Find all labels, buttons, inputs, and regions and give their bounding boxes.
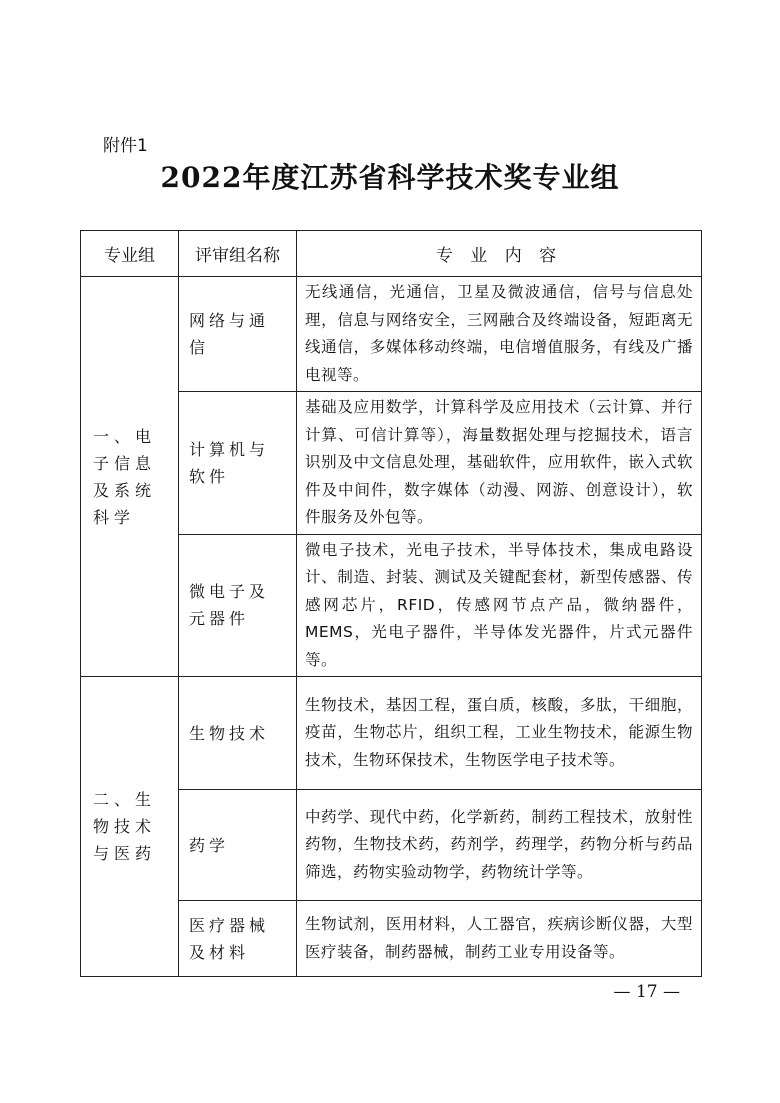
panel-cell: 计算机与软件 <box>179 392 297 535</box>
panel-cell: 微电子及元器件 <box>179 534 297 677</box>
attachment-label: 附件1 <box>103 136 148 156</box>
content-cell: 基础及应用数学，计算科学及应用技术（云计算、并行计算、可信计算等），海量数据处理与挖掘技术，语言识别及中文信息处理，基础软件，应用软件，嵌入式软件及中间件，数字媒体（动漫、网游、创意设计），软件服务及外包等。 <box>297 392 702 535</box>
content-cell: 无线通信，光通信，卫星及微波通信，信号与信息处理，信息与网络安全，三网融合及终端设备，短距离无线通信，多媒体移动终端，电信增值服务，有线及广播电视等。 <box>297 277 702 392</box>
table-row <box>81 677 702 790</box>
group-cell: 一、电子信息及系统科学 <box>81 277 179 677</box>
header-panel: 评审组名称 <box>179 231 297 277</box>
content-cell: 生物试剂，医用材料，人工器官，疾病诊断仪器，大型医疗装备，制药器械，制药工业专用设备等。 <box>297 901 702 977</box>
group-cell: 二、生物技术与医药 <box>81 677 179 977</box>
content-cell: 生物技术，基因工程，蛋白质，核酸，多肽，干细胞，疫苗，生物芯片，组织工程，工业生物技术，能源生物技术，生物环保技术，生物医学电子技术等。 <box>297 677 702 790</box>
panel-cell: 医疗器械及材料 <box>179 901 297 977</box>
document-title: 2022年度江苏省科学技术奖专业组 <box>160 161 620 194</box>
table-row <box>81 277 702 392</box>
panel-cell: 网络与通信 <box>179 277 297 392</box>
content-cell: 微电子技术，光电子技术，半导体技术，集成电路设计、制造、封装、测试及关键配套材，新型传感器、传感网芯片，RFID，传感网节点产品，微纳器件，MEMS，光电子器件，半导体发光器件，片式元器件等。 <box>297 534 702 677</box>
header-content: 专 业 内 容 <box>297 231 702 277</box>
specialty-table <box>80 230 702 977</box>
header-group: 专业组 <box>81 231 179 277</box>
content-cell: 中药学、现代中药，化学新药，制药工程技术，放射性药物，生物技术药，药剂学，药理学，药物分析与药品筛选，药物实验动物学，药物统计学等。 <box>297 790 702 901</box>
panel-cell: 生物技术 <box>179 677 297 790</box>
panel-cell: 药学 <box>179 790 297 901</box>
page-number: — 17 — <box>613 982 680 1002</box>
table-header-row <box>81 231 702 277</box>
